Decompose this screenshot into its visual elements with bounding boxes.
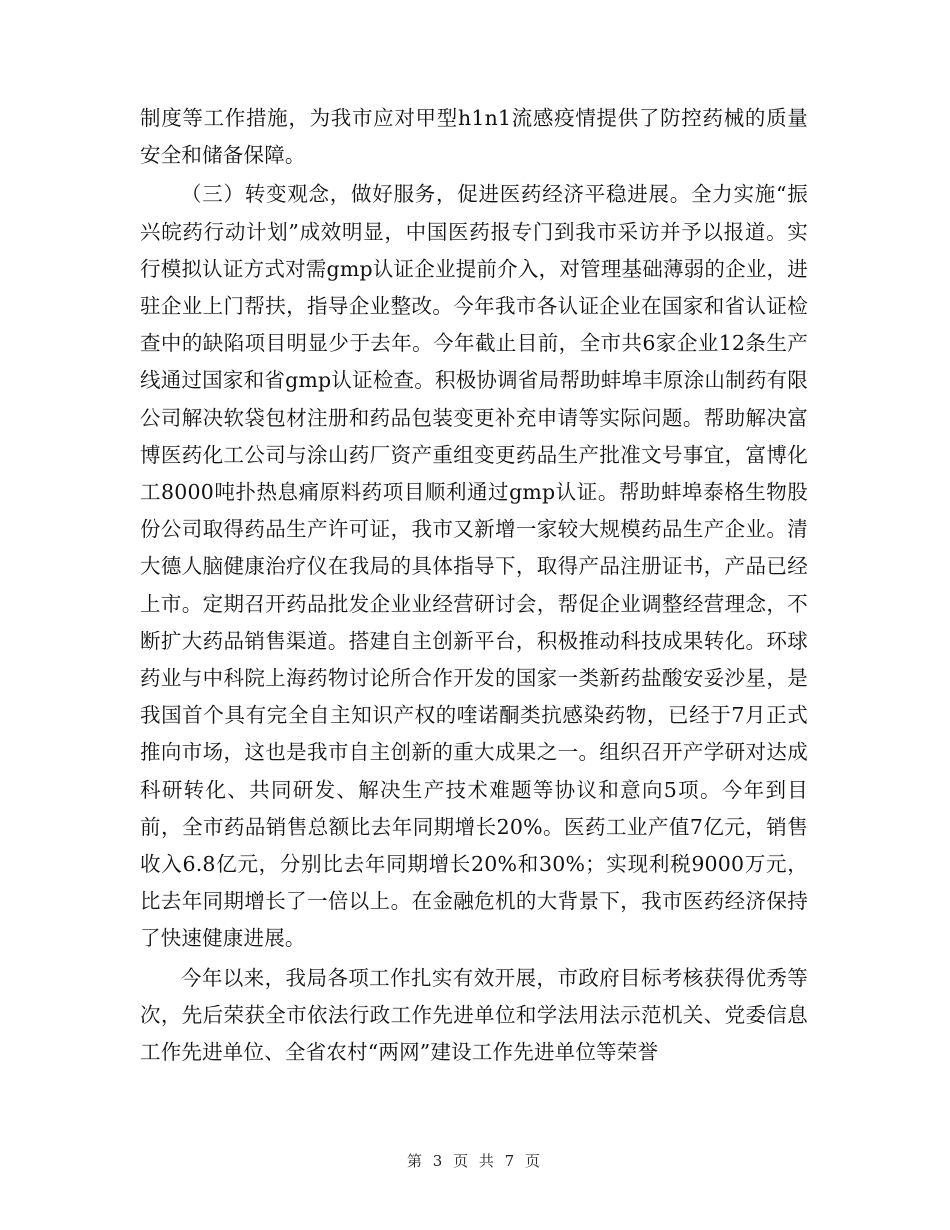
document-body <box>140 100 808 1071</box>
paragraph-3: 今年以来，我局各项工作扎实有效开展，市政府目标考核获得优秀等次，先后荣获全市依法行政工作先进单位和学法用法示范机关、党委信息工作先进单位、全省农村“两网”建设工作先进单位等荣誉 <box>140 965 808 1065</box>
paragraph-1: 制度等工作措施，为我市应对甲型h1n1流感疫情提供了防控药械的质量安全和储备保障。 <box>140 106 808 168</box>
page-number-footer: 第 3 页 共 7 页 <box>407 1152 543 1170</box>
paragraph-2: （三）转变观念，做好服务，促进医药经济平稳进展。全力实施“振兴皖药行动计划”成效明显，中国医药报专门到我市采访并予以报道。实行模拟认证方式对需gmp认证企业提前介入，对管理基础薄弱的企业，进驻企业上门帮扶，指导企业整改。今年我市各认证企业在国家和省认证检查中的缺陷项目明显少于去年。今年截止目前，全市共6家企业12条生产线通过国家和省gmp认证检查。积极协调省局帮助蚌埠丰原涂山制药有限公司解决软袋包材注册和药品包装变更补充申请等实际问题。帮助解决富博医药化工公司与涂山药厂资产重组变更药品生产批准文号事宜，富博化工8000吨扑热息痛原料药项目顺利通过gmp认证。帮助蚌埠泰格生物股份公司取得药品生产许可证，我市又新增一家较大规模药品生产企业。清大德人脑健康治疗仪在我局的具体指导下，取得产品注册证书，产品已经上市。定期召开药品批发企业业经营研讨会，帮促企业调整经营理念，不断扩大药品销售渠道。搭建自主创新平台，积极推动科技成果转化。环球药业与中科院上海药物讨论所合作开发的国家一类新药盐酸安妥沙星，是我国首个具有完全自主知识产权的喹诺酮类抗感染药物，已经于7月正式推向市场，这也是我市自主创新的重大成果之一。组织召开产学研对达成科研转化、共同研发、解决生产技术难题等协议和意向5项。今年到目前，全市药品销售总额比去年同期增长20%。医药工业产值7亿元，销售收入6.8亿元，分别比去年同期增长20%和30%；实现利税9000万元，比去年同期增长了一倍以上。在金融危机的大背景下，我市医药经济保持了快速健康进展。 <box>140 182 808 951</box>
